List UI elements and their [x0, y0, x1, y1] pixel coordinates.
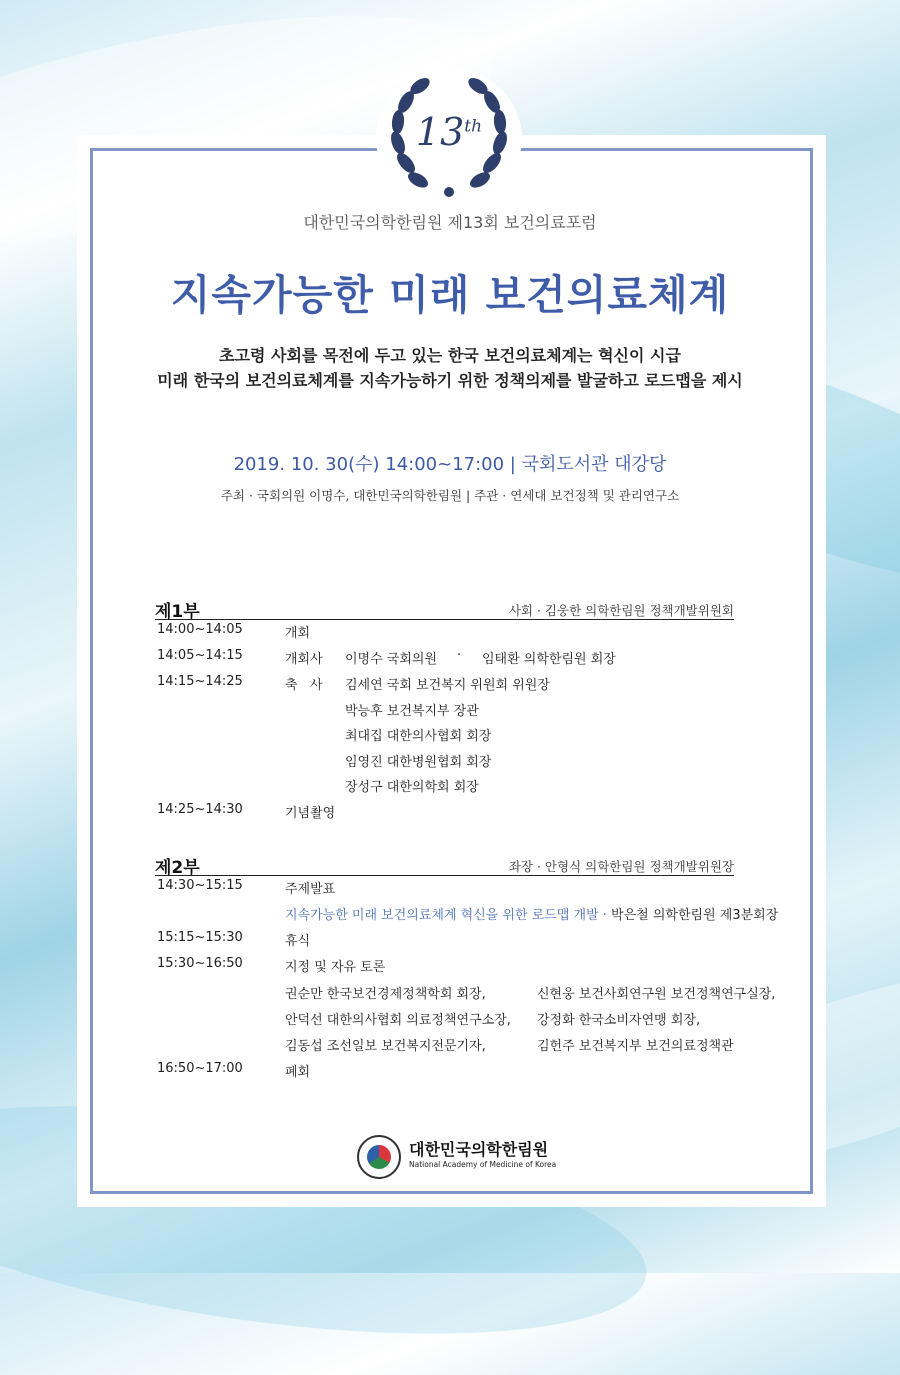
panel-row — [157, 1035, 757, 1055]
program-row — [157, 751, 757, 771]
description-line: 미래 한국의 보건의료체계를 지속가능하기 위한 정책의제를 발굴하고 로드맵을 제시 — [157, 371, 743, 390]
panelist: 강정화 한국소비자연맹 회장, — [537, 1013, 701, 1028]
panelist: 김동섭 조선일보 보건복지전문기자, — [285, 1039, 486, 1054]
anniversary-badge — [376, 68, 522, 208]
row-detail: 임영진 대한병원협회 회장 — [345, 755, 492, 770]
row-time: 14:15~14:25 — [157, 674, 243, 689]
row-item: 폐회 — [285, 1065, 311, 1080]
row-detail: 임태환 의학한림원 회장 — [482, 652, 616, 667]
row-item: 축 사 — [285, 678, 323, 693]
row-item: 개회 — [285, 626, 311, 641]
row-separator: · — [457, 648, 462, 663]
row-item: 기념촬영 — [285, 806, 336, 821]
row-detail: 장성구 대한의학회 회장 — [345, 780, 479, 795]
row-detail: 김세연 국회 보건복지 위원회 위원장 — [345, 678, 550, 693]
panelist: 안덕선 대한의사협회 의료정책연구소장, — [285, 1013, 511, 1028]
row-detail: 이명수 국회의원 — [345, 652, 438, 667]
program-row — [157, 904, 779, 924]
academy-logo-icon — [357, 1135, 401, 1179]
description-line: 초고령 사회를 목전에 두고 있는 한국 보건의료체계는 혁신이 시급 — [219, 346, 681, 365]
row-item: 휴식 — [285, 934, 311, 949]
panel-row — [157, 983, 776, 1003]
program-row — [157, 1061, 757, 1081]
row-item: 개회사 — [285, 652, 323, 667]
panelist: 권순만 한국보건경제정책학회 회장, — [285, 987, 486, 1002]
topic-title: 지속가능한 미래 보건의료체계 혁신을 위한 로드맵 개발 · — [285, 908, 607, 923]
part1-chair: 사회 · 김웅한 의학한림원 정책개발위원회 — [508, 603, 734, 618]
row-time: 15:30~16:50 — [157, 956, 243, 971]
program-row — [157, 956, 757, 976]
program-row — [157, 802, 757, 822]
row-time: 15:15~15:30 — [157, 930, 243, 945]
row-item: 주제발표 — [285, 882, 336, 897]
panel-row — [157, 1009, 757, 1029]
row-detail: 박능후 보건복지부 장관 — [345, 704, 479, 719]
panelist: 김헌주 보건복지부 보건의료정책관 — [537, 1039, 734, 1054]
part2-title: 제2부 — [155, 858, 200, 878]
program-row — [157, 648, 757, 668]
part1-header — [155, 597, 734, 620]
program-row — [157, 622, 757, 642]
academy-name-en: National Academy of Medicine of Korea — [409, 1160, 557, 1169]
program-row — [157, 878, 757, 898]
row-time: 14:30~15:15 — [157, 878, 243, 893]
presentation-topic — [285, 904, 778, 923]
hosts-line: 주최 · 국회의원 이명수, 대한민국의학한림원 | 주관 · 연세대 보건정책 및 관리연구소 — [220, 488, 680, 503]
topic-speaker: 박은철 의학한림원 제3분회장 — [606, 908, 779, 923]
panelist: 신현웅 보건사회연구원 보건정책연구실장, — [537, 987, 776, 1002]
program-row — [157, 700, 757, 720]
page-title: 지속가능한 미래 보건의료체계 — [170, 271, 730, 319]
program-row — [157, 776, 757, 796]
forum-description — [0, 343, 900, 393]
forum-subtitle: 대한민국의학한림원 제13회 보건의료포럼 — [303, 213, 597, 232]
program-row — [157, 674, 757, 694]
academy-name-kr: 대한민국의학한림원 — [409, 1140, 549, 1159]
part2-header — [155, 853, 734, 876]
row-time: 16:50~17:00 — [157, 1061, 243, 1076]
date-venue: 2019. 10. 30(수) 14:00~17:00 | 국회도서관 대강당 — [233, 454, 667, 475]
part1-title: 제1부 — [155, 602, 200, 622]
row-time: 14:25~14:30 — [157, 802, 243, 817]
badge-number: 13th — [415, 110, 483, 154]
row-time: 14:00~14:05 — [157, 622, 243, 637]
row-time: 14:05~14:15 — [157, 648, 243, 663]
program-row — [157, 930, 757, 950]
row-item: 지정 및 자유 토론 — [285, 960, 386, 975]
program-row — [157, 725, 757, 745]
part2-chair: 좌장 · 안형식 의학한림원 정책개발위원장 — [508, 859, 734, 874]
row-detail: 최대집 대한의사협회 회장 — [345, 729, 492, 744]
